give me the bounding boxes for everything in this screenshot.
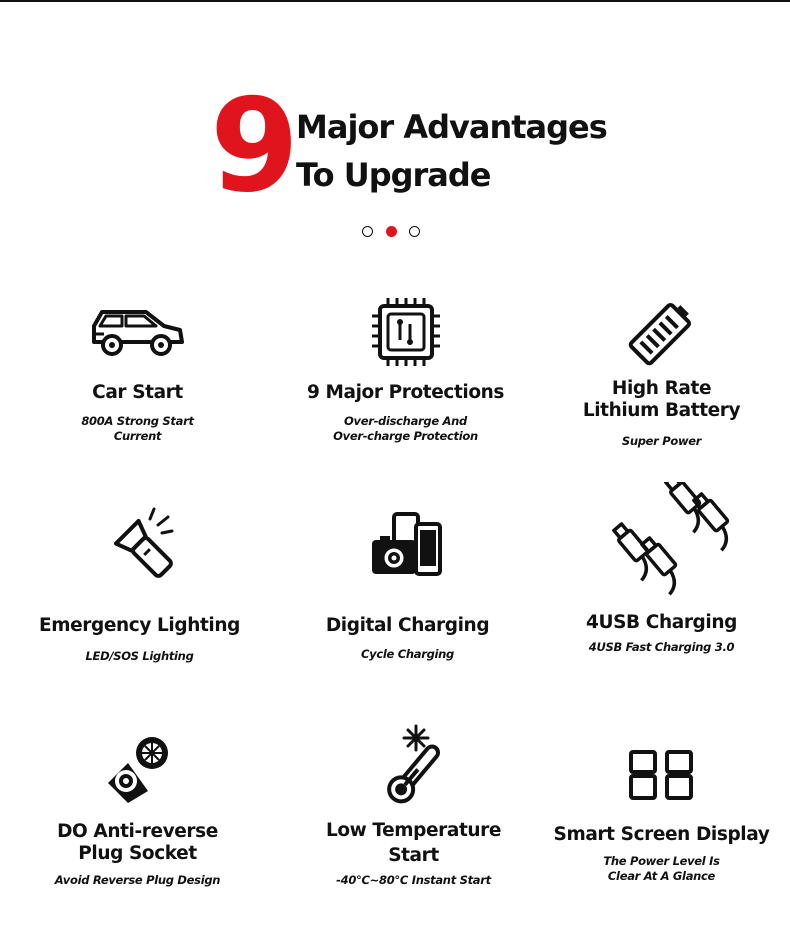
pagination-dot-active[interactable]: [386, 226, 397, 237]
feature-title: Car Start: [92, 382, 183, 403]
feature-subtitle: 4USB Fast Charging 3.0: [588, 640, 735, 654]
feature-title: Emergency Lighting: [39, 615, 240, 636]
feature-subtitle-line-1: Over-discharge And: [344, 414, 467, 428]
feature-protections: [274, 296, 537, 444]
feature-subtitle: Super Power: [621, 434, 702, 448]
feature-car-start: [6, 300, 269, 444]
feature-title: 9 Major Protections: [306, 382, 505, 403]
feature-title-line-1: DO Anti-reverse: [57, 821, 218, 842]
feature-title: Digital Charging: [325, 615, 490, 636]
feature-title-line-1: Low Temperature: [325, 820, 502, 841]
feature-low-temperature: [282, 724, 545, 888]
headline-line-2: To Upgrade: [296, 156, 491, 194]
feature-title: Smart Screen Display: [553, 824, 770, 845]
car-icon: [88, 300, 188, 362]
feature-subtitle-line-2: Clear At A Glance: [607, 869, 716, 883]
feature-subtitle: Cycle Charging: [361, 647, 454, 661]
feature-title: 4USB Charging: [586, 612, 737, 633]
feature-subtitle-line-1: The Power Level Is: [603, 854, 720, 868]
page-header: [0, 72, 790, 221]
feature-subtitle: LED/SOS Lighting: [85, 649, 194, 663]
usb-cables-icon: [582, 482, 742, 602]
feature-subtitle: Avoid Reverse Plug Design: [54, 873, 221, 887]
pagination-dot[interactable]: [409, 226, 420, 237]
battery-icon: [622, 292, 702, 372]
feature-subtitle-line-1: 800A Strong Start: [81, 414, 194, 428]
headline-line-1: Major Advantages: [296, 108, 607, 146]
feature-title-line-2: Lithium Battery: [582, 400, 741, 421]
thermometer-snowflake-icon: [374, 724, 454, 806]
feature-title-line-1: High Rate: [611, 378, 712, 399]
digital-display-icon: [627, 748, 697, 802]
feature-battery: [530, 292, 790, 449]
feature-usb-charging: [530, 482, 790, 655]
feature-emergency-lighting: [8, 505, 271, 664]
feature-title-line-2: Plug Socket: [78, 843, 197, 864]
top-border: [0, 0, 790, 2]
plug-socket-icon: [98, 733, 178, 809]
feature-subtitle: -40℃~80℃ Instant Start: [336, 873, 491, 887]
headline-number: 9: [210, 72, 296, 221]
feature-smart-screen: [530, 748, 790, 884]
flashlight-icon: [100, 505, 180, 585]
camera-phone-icon: [368, 510, 448, 578]
feature-subtitle-line-2: Over-charge Protection: [333, 429, 478, 443]
feature-subtitle-line-2: Current: [113, 429, 162, 443]
pagination-dot[interactable]: [362, 226, 373, 237]
pagination-dots: [362, 225, 432, 239]
feature-title-line-2: Start: [388, 845, 439, 866]
feature-plug-socket: [6, 733, 269, 888]
feature-digital-charging: [276, 510, 539, 662]
chip-icon: [366, 296, 446, 368]
